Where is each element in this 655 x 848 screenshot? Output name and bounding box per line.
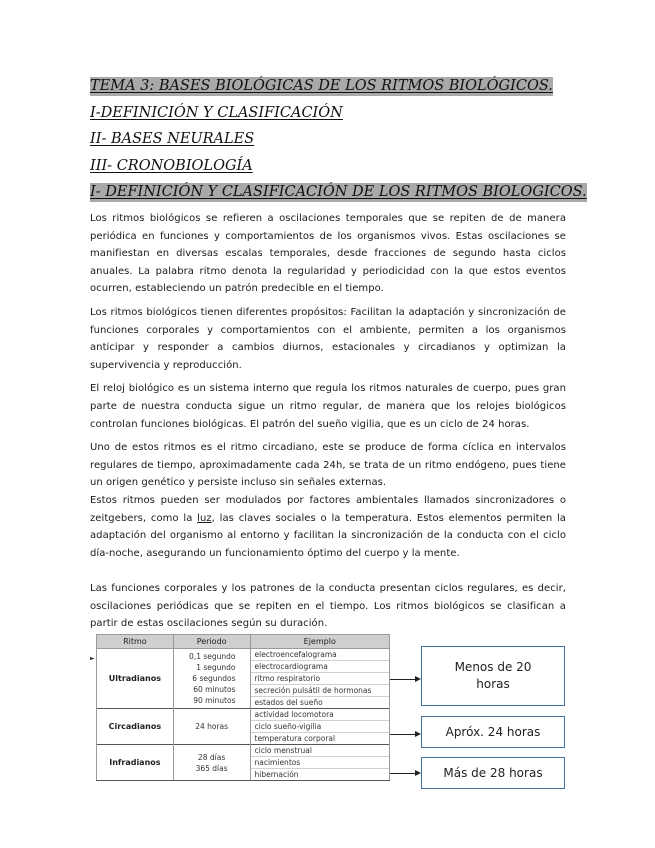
period-value: 90 minutos	[193, 696, 236, 705]
zeitgebers-text-end: , las claves sociales o la temperatura. Estos elementos permiten la adaptación del organismo al entorno y facilitan la sincronización de la conducta con el ciclo día-noche, asegurando un funcionamiento óptimo del cuerpo y la mente.	[90, 512, 566, 559]
section-3-heading: III- CRONOBIOLOGÍA	[90, 157, 253, 174]
table-row-ultradianos	[97, 649, 390, 709]
period-value: 60 minutos	[193, 685, 236, 694]
table-header-row	[97, 635, 390, 649]
luz-link[interactable]: luz	[197, 512, 212, 524]
period-value: 365 días	[195, 763, 228, 773]
section-1-heading: I-DEFINICIÓN Y CLASIFICACIÓN	[90, 104, 343, 121]
box-circadianos-text: Apróx. 24 horas	[445, 724, 541, 739]
period-value: 0,1 segundo	[189, 652, 236, 661]
table-row-infradianos	[97, 745, 390, 781]
paragraph-definition: Los ritmos biológicos se refieren a oscilaciones temporales que se repiten de de manera periódica en funciones y comportamientos de los organismos vivos. Estas oscilaciones se manifiestan en diversas escalas temporales, desde fracciones de segundo hasta ciclos anuales. La palabra ritmo denota la regularidad y periodicidad con la que estos eventos ocurren, estableciendo un patrón predecible en el tiempo.	[90, 213, 566, 295]
section-1-title: I- DEFINICIÓN Y CLASIFICACIÓN DE LOS RITMOS BIOLOGICOS.	[90, 184, 587, 200]
header-ritmo: Ritmo	[97, 635, 174, 649]
period-value: 6 segundos	[192, 674, 236, 683]
example-value: ritmo respiratorio	[251, 673, 390, 685]
paragraph-purposes: Los ritmos biológicos tienen diferentes propósitos: Facilitan la adaptación y sincronización de funciones corporales y comportamientos con el ambiente, permiten a los organismos anticipar y responder a cambios diurnos, estacionales y circadianos y optimizan la supervivencia y reproducción.	[90, 306, 566, 371]
header-periodo: Periodo	[173, 635, 250, 649]
zeitgebers-text-start: Estos ritmos pueden ser modulados por factores ambientales llamados sincronizadores o zeitgebers, como la	[90, 494, 566, 524]
example-value: secreción pulsátil de hormonas	[251, 685, 390, 697]
topic-title: TEMA 3: BASES BIOLÓGICAS DE LOS RITMOS BIOLÓGICOS.	[90, 78, 553, 94]
example-cell	[250, 649, 390, 709]
paragraph-classification: Las funciones corporales y los patrones de la conducta presentan ciclos regulares, es decir, oscilaciones periódicas que se repiten en el tiempo. Los ritmos biológicos se clasifican a partir de estas oscilaciones según su duración.	[90, 583, 566, 630]
example-value: hibernación	[254, 770, 299, 779]
arrow-right-icon	[390, 734, 416, 735]
example-value: electrocardiograma	[251, 661, 390, 673]
example-cell	[250, 745, 390, 781]
section-2-heading: II- BASES NEURALES	[90, 131, 255, 147]
period-cell	[173, 745, 250, 781]
rhythm-name: Ultradianos	[97, 649, 174, 709]
period-cell	[173, 709, 250, 745]
rhythm-name: Circadianos	[97, 709, 174, 745]
row-marker-icon: ►	[90, 655, 95, 662]
example-value: estados del sueño	[254, 698, 323, 707]
example-value: nacimientos	[251, 757, 390, 769]
box-ultradianos	[421, 646, 565, 706]
example-value: temperatura corporal	[254, 734, 336, 743]
arrow-right-icon	[390, 679, 416, 680]
period-value: 28 días	[197, 752, 226, 762]
box-infradianos	[421, 757, 565, 789]
example-cell	[250, 709, 390, 745]
header-ejemplo: Ejemplo	[250, 635, 390, 649]
rhythms-table	[96, 634, 390, 781]
table-row-circadianos	[97, 709, 390, 745]
box-circadianos	[421, 716, 565, 748]
paragraph-biological-clock: El reloj biológico es un sistema interno que regula los ritmos naturales de cuerpo, pues gran parte de nuestra conducta sigue un ritmo regular, de manera que los relojes biológicos controlan funciones biológicas. El patrón del sueño vigilia, que es un ciclo de 24 horas.	[90, 383, 566, 430]
period-value: 1 segundo	[196, 663, 236, 672]
period-value: 24 horas	[195, 722, 229, 731]
paragraph-zeitgebers	[90, 492, 566, 562]
example-value: actividad locomotora	[251, 709, 390, 721]
topic-headings	[90, 73, 587, 206]
example-value: ciclo menstrual	[251, 745, 390, 757]
arrow-right-icon	[390, 773, 416, 774]
document-body	[90, 210, 566, 639]
example-value: ciclo sueño-vigilia	[251, 721, 390, 733]
box-ultradianos-text: Menos de 20 horas	[454, 660, 532, 691]
paragraph-circadian: Uno de estos ritmos es el ritmo circadiano, este se produce de forma cíclica en intervalos regulares de tiempo, aproximadamente cada 24h, se trata de un ritmo endógeno, pues tiene un origen genético y persiste incluso sin señales externas.	[90, 442, 566, 489]
rhythm-name: Infradianos	[97, 745, 174, 781]
box-infradianos-text: Más de 28 horas	[443, 765, 543, 780]
period-cell	[173, 649, 250, 709]
example-value: electroencefalograma	[251, 649, 390, 661]
